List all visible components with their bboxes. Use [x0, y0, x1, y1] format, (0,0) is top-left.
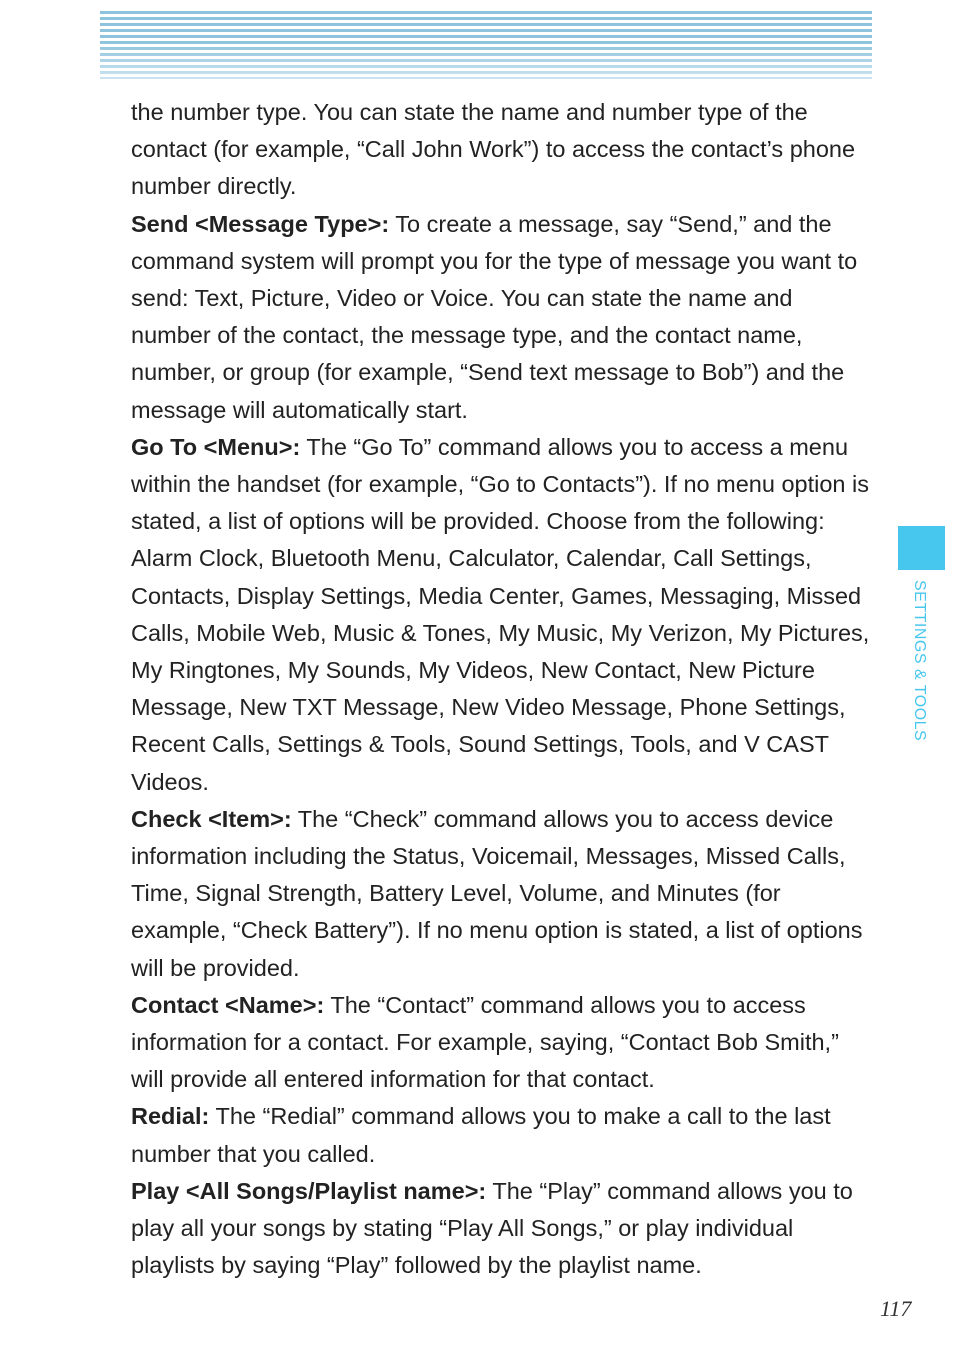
term-redial: Redial: — [131, 1103, 210, 1130]
paragraph-go-to-menu — [131, 429, 876, 801]
term-check-item: Check <Item>: — [131, 805, 292, 832]
paragraph-text: The “Check” command allows you to access device information including the Status, Voicemail, Messages, Missed Calls, Time, Signal Strength, Battery Level, Volume, and Minutes (for example, “Check Battery”). If no menu option is stated, a list of options will be provided. — [131, 805, 863, 981]
paragraph-text: To create a message, say “Send,” and the command system will prompt you for the type of message you want to send: Text, Picture, Video or Voice. You can state the name and number of the contact, the message type, and the contact name, number, or group (for example, “Send text message to Bob”) and the message will automatically start. — [131, 210, 858, 423]
term-go-to-menu: Go To <Menu>: — [131, 433, 301, 460]
paragraph-text: The “Contact” command allows you to access information for a contact. For example, saying, “Contact Bob Smith,” will provide all entered information for that contact. — [131, 991, 839, 1093]
section-tab-label: SETTINGS & TOOLS — [911, 580, 928, 742]
term-send-message: Send <Message Type>: — [131, 210, 390, 237]
paragraph-redial — [131, 1098, 876, 1172]
paragraph-play — [131, 1173, 876, 1285]
paragraph-contact-name — [131, 987, 876, 1099]
section-tab-marker — [898, 526, 945, 570]
paragraph-number-type — [131, 94, 876, 206]
paragraph-check-item — [131, 801, 876, 987]
header-band — [100, 11, 872, 79]
paragraph-text: The “Go To” command allows you to access a menu within the handset (for example, “Go to Contacts”). If no menu option is stated, a list of options will be provided. Choose from the following: Alarm Clock, Bluetooth Menu, Calculator, Calendar, Call Settings, Contacts, Display Settings, Media Center, Games, Messaging, Missed Calls, Mobile Web, Music & Tones, My Music, My Verizon, My Pictures, My Ringtones, My Sounds, My Videos, New Contact, New Picture Message, New TXT Message, New Video Message, Phone Settings, Recent Calls, Settings & Tools, Sound Settings, Tools, and V CAST Videos. — [131, 433, 870, 795]
body-text — [131, 94, 876, 1285]
page-number: 117 — [880, 1296, 912, 1321]
term-contact-name: Contact <Name>: — [131, 991, 325, 1018]
paragraph-text: The “Play” command allows you to play all your songs by stating “Play All Songs,” or play individual playlists by saying “Play” followed by the playlist name. — [131, 1177, 853, 1279]
paragraph-send-message — [131, 206, 876, 429]
paragraph-text: the number type. You can state the name and number type of the contact (for example, “Call John Work”) to access the contact’s phone number directly. — [131, 99, 856, 200]
term-play: Play <All Songs/Playlist name>: — [131, 1177, 487, 1204]
paragraph-text: The “Redial” command allows you to make a call to the last number that you called. — [131, 1103, 831, 1167]
